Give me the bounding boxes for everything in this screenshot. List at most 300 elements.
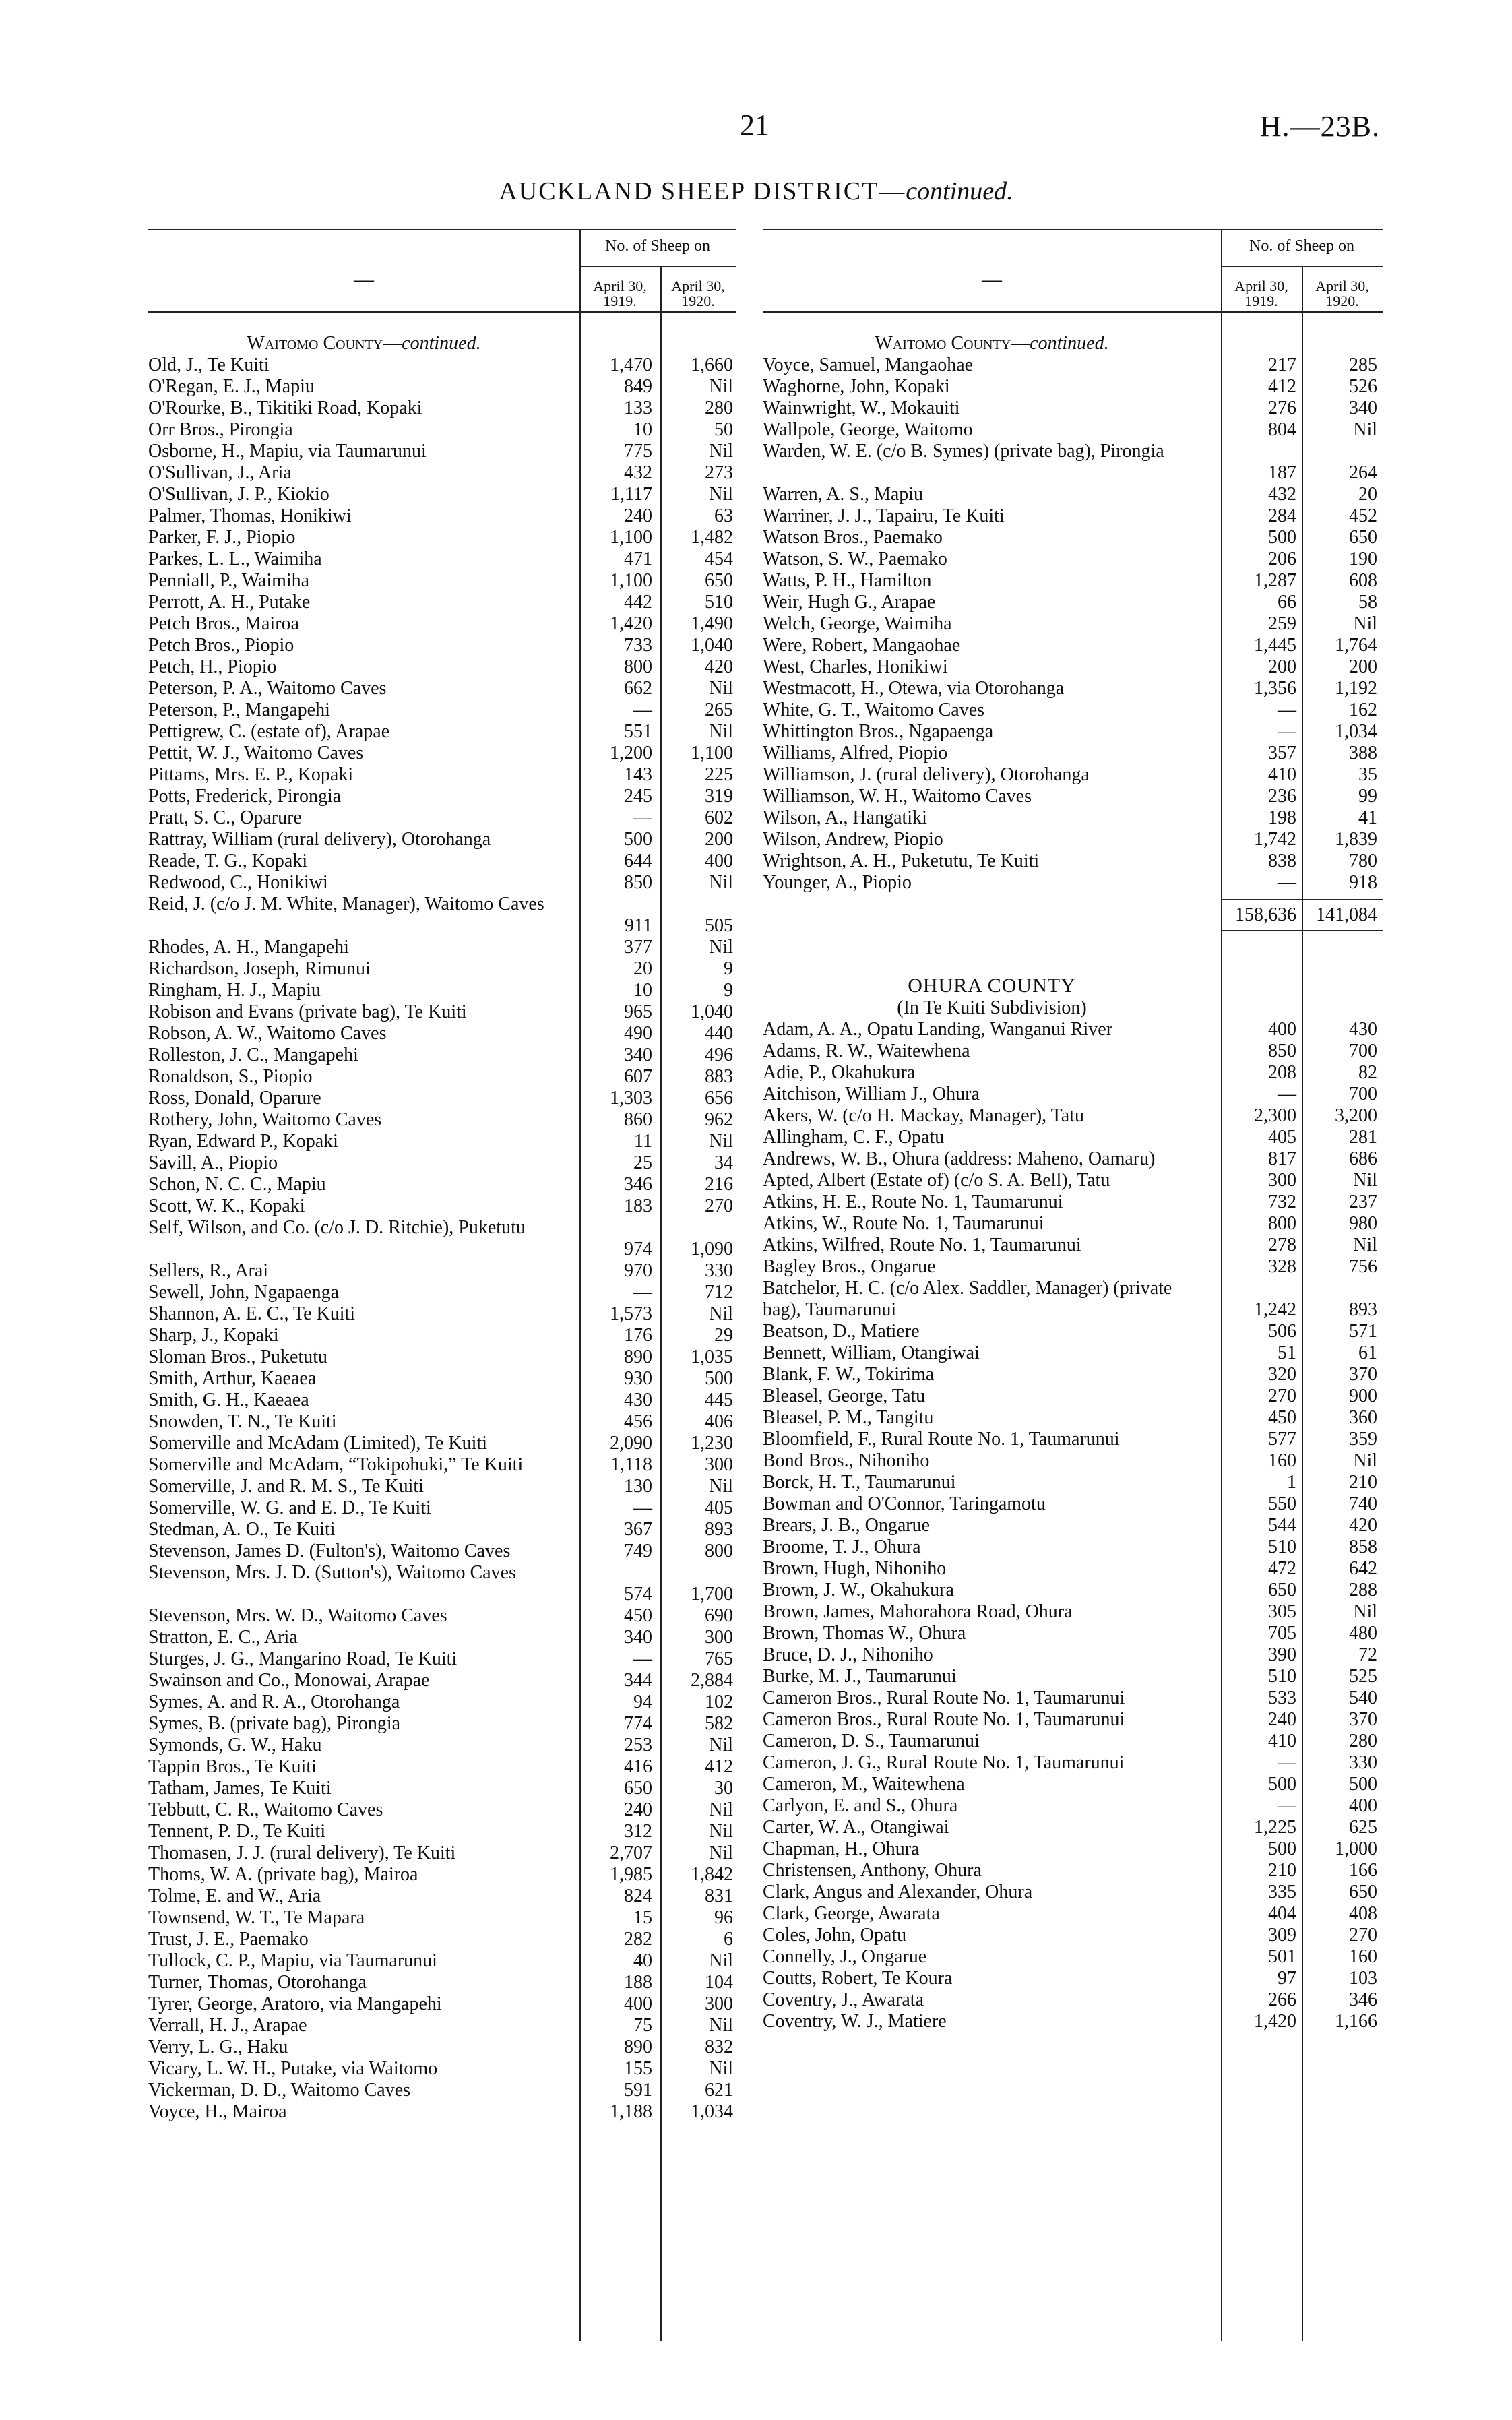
farmer-name: Coutts, Robert, Te Koura (763, 1968, 953, 1989)
sheep-1919: 1,287 (1254, 570, 1296, 591)
farmer-name: Peterson, P., Mangapehi (148, 700, 330, 720)
sheep-1919: — (633, 807, 652, 828)
sheep-1920: 800 (705, 1541, 733, 1561)
table-row (763, 1041, 1383, 1062)
table-row (148, 1411, 736, 1433)
sheep-1919: 270 (1268, 1386, 1296, 1406)
farmer-name: Bleasel, P. M., Tangitu (763, 1407, 934, 1428)
table-row (763, 1925, 1383, 1946)
sheep-1919: — (1278, 1795, 1296, 1816)
farmer-name: Ringham, H. J., Mapiu (148, 980, 321, 1001)
farmer-name: Williamson, W. H., Waitomo Caves (763, 786, 1032, 807)
farmer-name: Smith, G. H., Kaeaea (148, 1390, 309, 1410)
farmer-name: Broome, T. J., Ohura (763, 1537, 921, 1557)
table-row (148, 484, 736, 505)
farmer-name: Old, J., Te Kuiti (148, 354, 270, 375)
farmer-name: Peterson, P. A., Waitomo Caves (148, 678, 387, 699)
farmer-name: Rhodes, A. H., Mangapehi (148, 937, 349, 958)
table-row (148, 1152, 736, 1174)
table-row (763, 1191, 1383, 1213)
sheep-1920: 61 (1358, 1342, 1377, 1363)
sheep-1919: — (633, 700, 652, 720)
sheep-1920: 270 (1349, 1925, 1377, 1946)
farmer-name: Younger, A., Piopio (763, 872, 912, 893)
left-table (148, 229, 736, 2123)
sheep-1919: 300 (1268, 1170, 1296, 1191)
sheep-1919: 11 (634, 1131, 652, 1152)
farmer-name: Allingham, C. F., Opatu (763, 1127, 945, 1148)
sheep-1919: 471 (624, 549, 652, 569)
farmer-name: Williamson, J. (rural delivery), Otorohanga (763, 764, 1090, 785)
table-row (763, 1493, 1383, 1515)
sheep-1919: 75 (633, 2015, 652, 2036)
sheep-1920: Nil (709, 2058, 733, 2079)
farmer-name: Blank, F. W., Tokirima (763, 1364, 935, 1385)
sheep-1919: 284 (1268, 505, 1296, 526)
farmer-name: Westmacott, H., Otewa, via Otorohanga (763, 678, 1065, 699)
sheep-1920: 30 (714, 1778, 733, 1799)
table-row (148, 1605, 736, 1627)
farmer-name: Osborne, H., Mapiu, via Taumarunui (148, 441, 427, 462)
sheep-1919: 2,090 (610, 1433, 652, 1454)
farmer-name: Somerville, W. G. and E. D., Te Kuiti (148, 1497, 431, 1518)
sheep-1919: 911 (625, 915, 652, 936)
sheep-1920: 1,166 (1335, 2011, 1377, 2032)
farmer-name: Symes, A. and R. A., Otorohanga (148, 1692, 400, 1712)
title-continued: continued. (906, 177, 1013, 206)
sheep-1919: 510 (1268, 1666, 1296, 1687)
sheep-1920: 280 (1349, 1731, 1377, 1751)
sheep-1920: Nil (1353, 1235, 1377, 1255)
farmer-name: Carter, W. A., Otangiwai (763, 1817, 949, 1838)
table-row (148, 1929, 736, 1950)
sheep-1919: 208 (1268, 1062, 1296, 1083)
table-row (148, 376, 736, 398)
farmer-name: Burke, M. J., Taumarunui (763, 1666, 957, 1687)
farmer-name: Whittington Bros., Ngapaenga (763, 721, 994, 742)
sheep-1920: 216 (705, 1174, 733, 1195)
farmer-name: Bleasel, George, Tatu (763, 1386, 926, 1406)
table-row (763, 1838, 1383, 1860)
table-row (148, 764, 736, 786)
sheep-1920: 893 (705, 1519, 733, 1540)
table-row (148, 1950, 736, 1972)
sheep-1920: 9 (724, 958, 733, 979)
sheep-1919: 1,100 (610, 570, 652, 591)
sheep-1920: 300 (705, 1627, 733, 1648)
sheep-1919: 206 (1268, 549, 1296, 569)
farmer-name: Beatson, D., Matiere (763, 1321, 920, 1342)
table-row (148, 592, 736, 613)
farmer-name: Stevenson, Mrs. J. D. (Sutton's), Waitomo Caves (148, 1562, 516, 1583)
table-row (148, 2101, 736, 2123)
farmer-name: Somerville, J. and R. M. S., Te Kuiti (148, 1476, 424, 1497)
farmer-name: Somerville and McAdam (Limited), Te Kuiti (148, 1433, 487, 1454)
sheep-1920: 1,034 (1335, 721, 1377, 742)
sheep-1920: Nil (1353, 1450, 1377, 1471)
sheep-1919: 850 (1268, 1041, 1296, 1061)
sheep-1920: 831 (705, 1886, 733, 1906)
farmer-name: Parker, F. J., Piopio (148, 527, 296, 548)
farmer-name: Williams, Alfred, Piopio (763, 743, 948, 764)
farmer-name: Turner, Thomas, Otorohanga (148, 1972, 367, 1993)
table-row (763, 656, 1383, 678)
farmer-name: Reade, T. G., Kopaki (148, 850, 308, 871)
farmer-name: Sloman Bros., Puketutu (148, 1346, 328, 1367)
table-row (763, 1170, 1383, 1191)
farmer-name: Orr Bros., Pirongia (148, 419, 293, 440)
farmer-name: Chapman, H., Ohura (763, 1838, 920, 1859)
sheep-1919: 282 (624, 1929, 652, 1950)
sheep-1919: 340 (624, 1627, 652, 1648)
farmer-name: Coventry, J., Awarata (763, 1989, 924, 2010)
sheep-1920: 72 (1358, 1644, 1377, 1665)
table-row (763, 376, 1383, 398)
table-row (148, 721, 736, 743)
sheep-1919: 974 (624, 1239, 652, 1260)
sheep-1919: 188 (624, 1972, 652, 1993)
sheep-1920: 388 (1349, 743, 1377, 764)
table-row (148, 1519, 736, 1541)
sheep-1919: 838 (1268, 850, 1296, 871)
farmer-name: Bruce, D. J., Nihoniho (763, 1644, 933, 1665)
table-row (148, 1821, 736, 1842)
sheep-1919: 340 (624, 1045, 652, 1065)
sheep-1919: 550 (1268, 1493, 1296, 1514)
sheep-1919: — (1278, 872, 1296, 893)
farmer-name: Sewell, John, Ngapaenga (148, 1282, 340, 1303)
farmer-name: Tyrer, George, Aratoro, via Mangapehi (148, 1993, 442, 2014)
left-section-heading: Waitomo County—continued. (247, 333, 481, 354)
sheep-1919: 130 (624, 1476, 652, 1497)
table-row (148, 1670, 736, 1692)
table-row (148, 894, 736, 937)
sheep-1920: 160 (1349, 1946, 1377, 1967)
sheep-1920: 330 (705, 1260, 733, 1281)
sheep-1920: 1,230 (691, 1433, 733, 1454)
right-table (763, 229, 1383, 2033)
sheep-1919: 410 (1268, 1731, 1296, 1751)
sheep-1919: 1,118 (610, 1454, 652, 1475)
sheep-1920: Nil (709, 721, 733, 742)
sheep-1920: 1,660 (691, 354, 733, 375)
farmer-name: Pettit, W. J., Waitomo Caves (148, 743, 364, 764)
sheep-1920: 6 (724, 1929, 733, 1950)
farmer-name: Brown, Thomas W., Ohura (763, 1623, 966, 1644)
sheep-1919: 94 (633, 1692, 652, 1712)
table-row (763, 1342, 1383, 1364)
farmer-name: Were, Robert, Mangaohae (763, 635, 961, 656)
farmer-name: Warren, A. S., Mapiu (763, 484, 924, 505)
farmer-name: Savill, A., Piopio (148, 1152, 278, 1173)
sheep-1920: 370 (1349, 1709, 1377, 1730)
sheep-1920: 1,764 (1335, 635, 1377, 656)
farmer-name: Self, Wilson, and Co. (c/o J. D. Ritchie), Puketutu (148, 1217, 526, 1238)
sheep-1919: 800 (624, 656, 652, 677)
sheep-1919: 849 (624, 376, 652, 397)
sheep-1920: 2,884 (691, 1670, 733, 1691)
table-row (148, 613, 736, 635)
sheep-1919: 662 (624, 678, 652, 699)
table-row (763, 1062, 1383, 1084)
table-row (148, 1346, 736, 1368)
sheep-1919: 335 (1268, 1882, 1296, 1902)
sheep-1920: 602 (705, 807, 733, 828)
sheep-1919: 183 (624, 1196, 652, 1216)
table-row (148, 1217, 736, 1260)
table-row (763, 764, 1383, 786)
sheep-1919: 240 (624, 1799, 652, 1820)
table-row (148, 850, 736, 872)
table-row (763, 700, 1383, 721)
sheep-1919: 1,242 (1254, 1299, 1296, 1320)
sheep-1919: 705 (1268, 1623, 1296, 1644)
total-1920: 141,084 (1316, 904, 1377, 925)
sheep-1920: 237 (1349, 1191, 1377, 1212)
sheep-1920: 1,700 (691, 1584, 733, 1605)
sheep-1920: 621 (705, 2080, 733, 2101)
sheep-1920: Nil (709, 484, 733, 505)
table-row (763, 1450, 1383, 1472)
sheep-1919: 357 (1268, 743, 1296, 764)
table-row (763, 592, 1383, 613)
sheep-1919: 500 (1268, 1774, 1296, 1795)
table-row (148, 829, 736, 850)
sheep-1920: 200 (705, 829, 733, 850)
farmer-name: Connelly, J., Ongarue (763, 1946, 927, 1967)
right-rows (763, 354, 1383, 894)
farmer-name: Tennent, P. D., Te Kuiti (148, 1821, 326, 1842)
sheep-1919: 10 (633, 980, 652, 1001)
sheep-1919: 450 (1268, 1407, 1296, 1428)
sheep-1920: 210 (1349, 1472, 1377, 1493)
farmer-name: Wilson, A., Hangatiki (763, 807, 927, 828)
farmer-name: Adam, A. A., Opatu Landing, Wanganui River (763, 1019, 1113, 1040)
table-row (763, 678, 1383, 700)
sheep-1919: 259 (1268, 613, 1296, 634)
farmer-name: Sellers, R., Arai (148, 1260, 269, 1281)
sheep-1920: 780 (1349, 850, 1377, 871)
sheep-1920: 500 (705, 1368, 733, 1389)
sheep-1920: 980 (1349, 1213, 1377, 1234)
table-row (148, 786, 736, 807)
table-row (763, 1321, 1383, 1342)
farmer-name: Smith, Arthur, Kaeaea (148, 1368, 317, 1389)
table-row (763, 484, 1383, 505)
table-row (148, 1886, 736, 1907)
sheep-1919: 965 (624, 1001, 652, 1022)
table-row (148, 1562, 736, 1605)
farmer-name: Watts, P. H., Hamilton (763, 570, 932, 591)
sheep-1920: Nil (709, 872, 733, 893)
sheep-1920: 406 (705, 1411, 733, 1432)
sheep-1920: Nil (709, 1476, 733, 1497)
sheep-1920: 420 (1349, 1515, 1377, 1536)
sheep-1920: 400 (1349, 1795, 1377, 1816)
sheep-1920: 650 (1349, 1882, 1377, 1902)
farmer-name: Coventry, W. J., Matiere (763, 2011, 947, 2032)
sheep-1919: 405 (1268, 1127, 1296, 1148)
sheep-1919: 377 (624, 937, 652, 958)
farmer-name: Swainson and Co., Monowai, Arapae (148, 1670, 430, 1691)
table-row (148, 2080, 736, 2101)
sheep-1920: 608 (1349, 570, 1377, 591)
sheep-1920: 420 (705, 656, 733, 677)
header-col-1919: April 30, 1919. (593, 278, 647, 309)
sheep-1919: 133 (624, 398, 652, 418)
sheep-1920: Nil (1353, 1170, 1377, 1191)
sheep-1920: 162 (1349, 700, 1377, 720)
farmer-name: Aitchison, William J., Ohura (763, 1084, 980, 1105)
table-row (148, 980, 736, 1001)
farmer-name: Symonds, G. W., Haku (148, 1735, 322, 1756)
farmer-name: Warden, W. E. (c/o B. Symes) (private bag), Pirongia (763, 441, 1164, 462)
sheep-1919: 240 (1268, 1709, 1296, 1730)
sheep-1920: 3,200 (1335, 1105, 1377, 1126)
sheep-1919: 804 (1268, 419, 1296, 440)
sheep-1920: 102 (705, 1692, 733, 1712)
header-col-1920: April 30, 1920. (1315, 278, 1369, 309)
table-row (763, 1687, 1383, 1709)
farmer-name: Clark, George, Awarata (763, 1903, 940, 1924)
table-row (763, 1278, 1383, 1321)
page-title (0, 177, 1512, 206)
farmer-name: Trust, J. E., Paemako (148, 1929, 309, 1950)
sheep-1919: 1,420 (1254, 2011, 1296, 2032)
table-row (763, 1795, 1383, 1817)
sheep-1920: 571 (1349, 1321, 1377, 1342)
table-row (763, 613, 1383, 635)
sheep-1919: 1,225 (1254, 1817, 1296, 1838)
table-row (763, 1364, 1383, 1386)
sheep-1919: 240 (624, 505, 652, 526)
sheep-1920: 400 (705, 850, 733, 871)
sheep-1919: 890 (624, 2037, 652, 2057)
sheep-1919: 400 (624, 1993, 652, 2014)
table-row (148, 1282, 736, 1303)
right-section-heading: Waitomo County—continued. (875, 333, 1109, 354)
farmer-name: Wallpole, George, Waitomo (763, 419, 973, 440)
table-row (763, 570, 1383, 592)
table-row (763, 1623, 1383, 1644)
sheep-1919: 450 (624, 1605, 652, 1626)
sheep-1920: 29 (714, 1325, 733, 1346)
farmer-name: Redwood, C., Honikiwi (148, 872, 328, 893)
farmer-name: Wainwright, W., Mokauiti (763, 398, 960, 418)
farmer-name: Weir, Hugh G., Arapae (763, 592, 936, 613)
table-row (148, 441, 736, 462)
sheep-1919: 551 (624, 721, 652, 742)
sheep-1920: 96 (714, 1907, 733, 1928)
table-row (763, 354, 1383, 376)
table-row (148, 1756, 736, 1778)
table-row (763, 1148, 1383, 1170)
sheep-1920: 900 (1349, 1386, 1377, 1406)
table-row (148, 1541, 736, 1562)
sheep-1919: 10 (633, 419, 652, 440)
table-row (148, 570, 736, 592)
farmer-name: Symes, B. (private bag), Pirongia (148, 1713, 401, 1734)
sheep-1920: 700 (1349, 1041, 1377, 1061)
sheep-1919: 432 (624, 462, 652, 483)
table-row (763, 1213, 1383, 1235)
sheep-1920: 405 (705, 1497, 733, 1518)
table-row (148, 807, 736, 829)
sheep-1919: 500 (1268, 527, 1296, 548)
farmer-name: Cameron Bros., Rural Route No. 1, Taumarunui (763, 1709, 1125, 1730)
waitomo-total-row (1221, 899, 1383, 931)
sheep-1919: 432 (1268, 484, 1296, 505)
farmer-name: Tolme, E. and W., Aria (148, 1886, 321, 1906)
farmer-name: O'Sullivan, J., Aria (148, 462, 292, 483)
sheep-1920: 1,090 (691, 1239, 733, 1260)
sheep-1919: 472 (1268, 1558, 1296, 1579)
table-row (148, 958, 736, 980)
sheep-1919: 970 (624, 1260, 652, 1281)
sheep-1920: 288 (1349, 1580, 1377, 1601)
sheep-1920: 858 (1349, 1537, 1377, 1557)
sheep-1920: 82 (1358, 1062, 1377, 1083)
farmer-name: Robson, A. W., Waitomo Caves (148, 1023, 387, 1044)
farmer-name: Atkins, W., Route No. 1, Taumarunui (763, 1213, 1044, 1234)
farmer-name: Pratt, S. C., Oparure (148, 807, 302, 828)
table-row (148, 700, 736, 721)
sheep-1920: 270 (705, 1196, 733, 1216)
sheep-1919: 155 (624, 2058, 652, 2079)
farmer-name: Brears, J. B., Ongarue (763, 1515, 931, 1536)
sheep-1919: 577 (1268, 1429, 1296, 1450)
sheep-1920: 330 (1349, 1752, 1377, 1773)
sheep-1920: Nil (709, 1950, 733, 1971)
farmer-name: Wilson, Andrew, Piopio (763, 829, 943, 850)
sheep-1920: 41 (1358, 807, 1377, 828)
table-row (148, 1497, 736, 1519)
farmer-name: Borck, H. T., Taumarunui (763, 1472, 956, 1493)
sheep-1920: 103 (1349, 1968, 1377, 1989)
sheep-1920: 264 (1349, 462, 1377, 483)
ohura-county-heading: OHURA COUNTY (908, 974, 1076, 997)
sheep-1919: 367 (624, 1519, 652, 1540)
sheep-1920: 281 (1349, 1127, 1377, 1148)
sheep-1919: — (633, 1497, 652, 1518)
table-row (763, 1537, 1383, 1558)
sheep-1919: 320 (1268, 1364, 1296, 1385)
farmer-name: Shannon, A. E. C., Te Kuiti (148, 1303, 356, 1324)
right-table-header (763, 229, 1383, 313)
table-row (763, 829, 1383, 850)
farmer-name: Reid, J. (c/o J. M. White, Manager), Waitomo Caves (148, 894, 544, 914)
sheep-1920: 370 (1349, 1364, 1377, 1385)
sheep-1920: Nil (709, 1303, 733, 1324)
sheep-1919: 650 (624, 1778, 652, 1799)
sheep-1919: — (1278, 700, 1296, 720)
table-row (763, 1235, 1383, 1256)
farmer-name: Waghorne, John, Kopaki (763, 376, 950, 397)
table-row (148, 1842, 736, 1864)
sheep-1919: 66 (1278, 592, 1296, 613)
sheep-1920: Nil (709, 678, 733, 699)
table-row (148, 656, 736, 678)
table-row (763, 1127, 1383, 1148)
sheep-1919: 176 (624, 1325, 652, 1346)
table-row (763, 1731, 1383, 1752)
sheep-1919: 456 (624, 1411, 652, 1432)
farmer-name: Bond Bros., Nihoniho (763, 1450, 930, 1471)
farmer-name: Carlyon, E. and S., Ohura (763, 1795, 958, 1816)
sheep-1919: 2,300 (1254, 1105, 1296, 1126)
table-row (148, 1088, 736, 1109)
farmer-name: O'Regan, E. J., Mapiu (148, 376, 315, 397)
